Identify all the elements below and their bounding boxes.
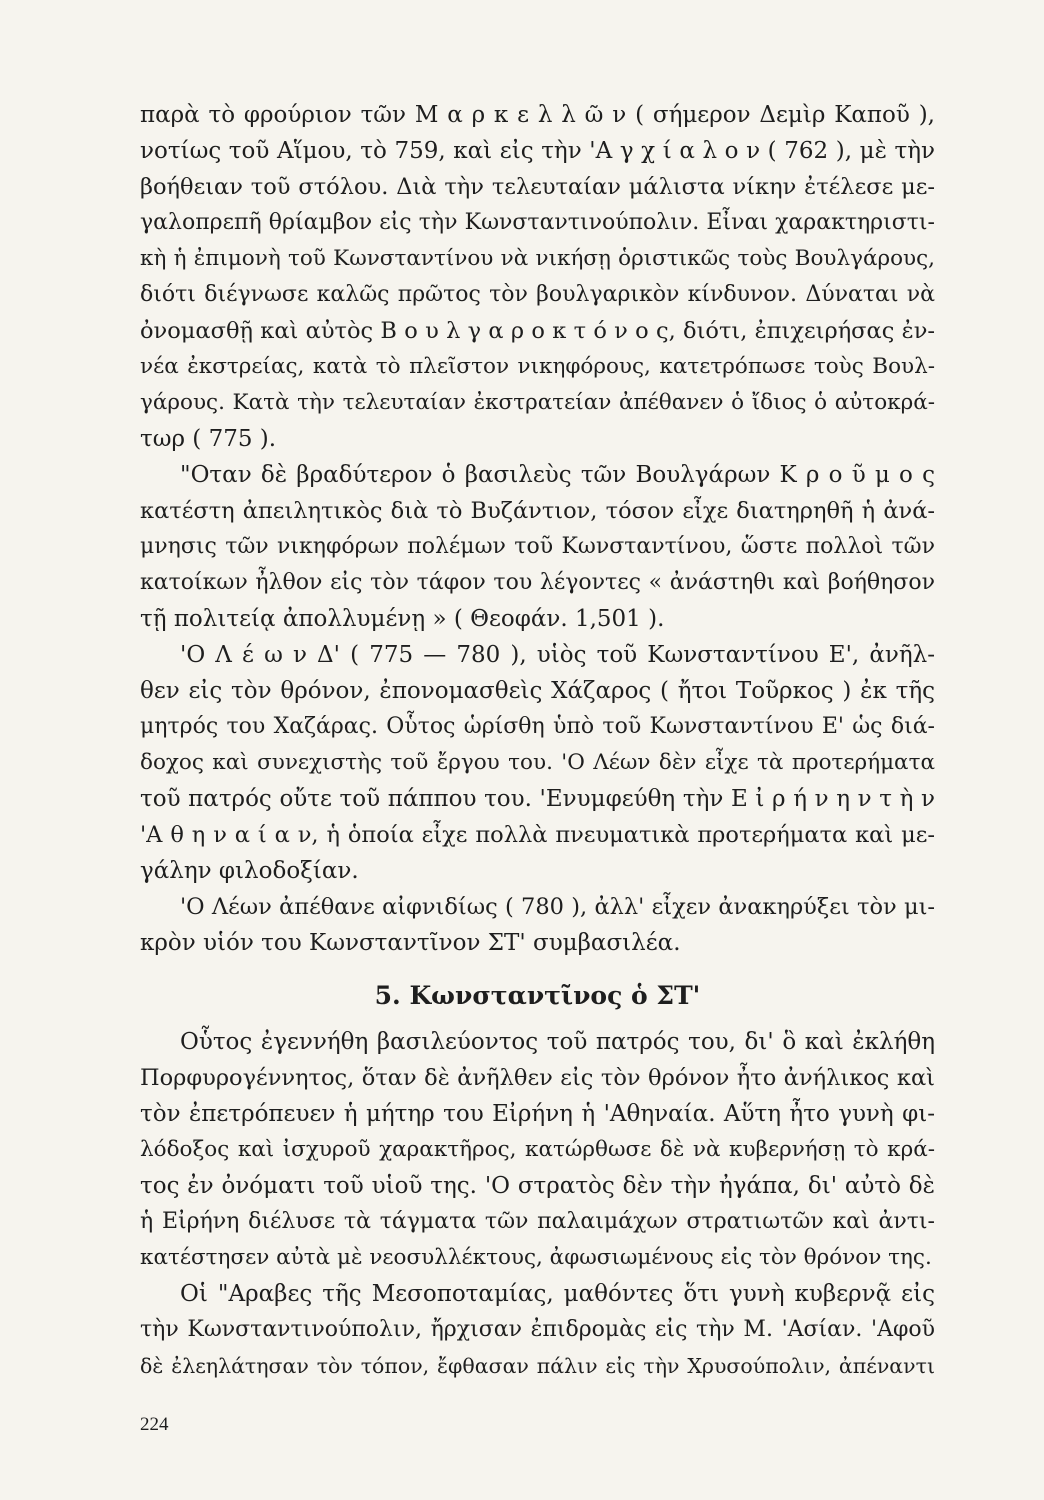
text-block-top xyxy=(140,97,935,961)
text-line: ἡ Εἰρήνη διέλυσε τὰ τάγματα τῶν παλαιμάχων στρατιωτῶν καὶ ἀντι- xyxy=(140,1209,935,1234)
text-line: δὲ ἐλεηλάτησαν τὸν τόπον, ἔφθασαν πάλιν εἰς τὴν Χρυσούπολιν, ἀπέναντι xyxy=(140,1354,935,1378)
text-line: γάλην φιλοδοξίαν. xyxy=(140,858,359,884)
text-line: τῇ πολιτείᾳ ἀπολλυμένῃ » ( Θεοφάν. 1,501 ). xyxy=(140,606,665,632)
text-line: θεν εἰς τὸν θρόνον, ἐπονομασθεὶς Χάζαρος ( ἤτοι Τοῦρκος ) ἐκ τῆς xyxy=(140,678,935,704)
page-number: 224 xyxy=(140,1414,169,1435)
text-line: γάρους. Κατὰ τὴν τελευταίαν ἐκστρατείαν ἀπέθανεν ὁ ἴδιος ὁ αὐτοκρά- xyxy=(140,390,935,415)
text-line: 'Ο Λ έ ω ν Δ' ( 775 — 780 ), υἱὸς τοῦ Κωνσταντίνου Ε', ἀνῆλ- xyxy=(180,642,935,668)
text-line: μνησις τῶν νικηφόρων πολέμων τοῦ Κωνσταντίνου, ὥστε πολλοὶ τῶν xyxy=(140,534,935,559)
text-line: Πορφυρογέννητος, ὅταν δὲ ἀνῆλθεν εἰς τὸν θρόνον ἦτο ἀνήλικος καὶ xyxy=(140,1065,935,1091)
text-line: τος ἐν ὀνόματι τοῦ υἱοῦ της. 'Ο στρατὸς δὲν τὴν ἠγάπα, δι' αὐτὸ δὲ xyxy=(140,1173,935,1199)
text-line: τωρ ( 775 ). xyxy=(140,426,277,452)
text-line: κρὸν υἱόν του Κωνσταντῖνον ΣΤ' συμβασιλέα. xyxy=(140,930,681,956)
text-line: τὸν ἐπετρόπευεν ἡ μήτηρ του Εἰρήνη ἡ 'Αθηναία. Αὕτη ἦτο γυνὴ φι- xyxy=(140,1101,935,1127)
text-block-bottom xyxy=(140,1024,935,1384)
text-line: κατέστησεν αὐτὰ μὲ νεοσυλλέκτους, ἀφωσιωμένους εἰς τὸν θρόνον της. xyxy=(140,1245,932,1270)
text-line: γαλοπρεπῆ θρίαμβον εἰς τὴν Κωνσταντινούπολιν. Εἶναι χαρακτηριστι- xyxy=(140,210,935,235)
text-line: κατέστη ἀπειλητικὸς διὰ τὸ Βυζάντιον, τόσον εἶχε διατηρηθῆ ἡ ἀνά- xyxy=(140,498,935,524)
section-heading: 5. Κωνσταντῖνος ὁ ΣΤ' xyxy=(374,981,701,1010)
text-line: Οὗτος ἐγεννήθη βασιλεύοντος τοῦ πατρός του, δι' ὃ καὶ ἐκλήθη xyxy=(180,1029,935,1055)
text-line: κὴ ἡ ἐπιμονὴ τοῦ Κωνσταντίνου νὰ νικήσῃ ὁριστικῶς τοὺς Βουλγάρους, xyxy=(140,246,935,271)
text-line: νοτίως τοῦ Αἵμου, τὸ 759, καὶ εἰς τὴν 'Α γ χ ί α λ ο ν ( 762 ), μὲ τὴν xyxy=(140,138,935,164)
text-line: Οἱ "Αραβες τῆς Μεσοποταμίας, μαθόντες ὅτι γυνὴ κυβερνᾷ εἰς xyxy=(180,1281,935,1307)
text-line: κατοίκων ἦλθον εἰς τὸν τάφον του λέγοντες « ἀνάστηθι καὶ βοήθησον xyxy=(140,570,935,595)
text-line: διότι διέγνωσε καλῶς πρῶτος τὸν βουλγαρικὸν κίνδυνον. Δύναται νὰ xyxy=(140,282,935,307)
text-line: 'Ο Λέων ἀπέθανε αἰφνιδίως ( 780 ), ἀλλ' εἶχεν ἀνακηρύξει τὸν μι- xyxy=(180,894,935,920)
text-line: λόδοξος καὶ ἰσχυροῦ χαρακτῆρος, κατώρθωσε δὲ νὰ κυβερνήσῃ τὸ κρά- xyxy=(140,1137,935,1162)
text-line: παρὰ τὸ φρούριον τῶν Μ α ρ κ ε λ λ ῶ ν ( σήμερον Δεμὶρ Καποῦ ), xyxy=(140,102,935,128)
text-line: 'Α θ η ν α ί α ν, ἡ ὁποία εἶχε πολλὰ πνευματικὰ προτερήματα καὶ με- xyxy=(140,822,935,848)
text-line: τὴν Κωνσταντινούπολιν, ἤρχισαν ἐπιδρομὰς εἰς τὴν Μ. 'Ασίαν. 'Αφοῦ xyxy=(140,1317,935,1342)
text-line: ὀνομασθῇ καὶ αὐτὸς Β ο υ λ γ α ρ ο κ τ ό ν ο ς, διότι, ἐπιχειρήσας ἐν- xyxy=(140,318,935,344)
text-line: νέα ἐκστρείας, κατὰ τὸ πλεῖστον νικηφόρους, κατετρόπωσε τοὺς Βουλ- xyxy=(140,354,935,379)
text-line: μητρός του Χαζάρας. Οὗτος ὡρίσθη ὑπὸ τοῦ Κωνσταντίνου Ε' ὡς διά- xyxy=(140,714,935,739)
text-line: "Οταν δὲ βραδύτερον ὁ βασιλεὺς τῶν Βουλγάρων Κ ρ ο ῦ μ ο ς xyxy=(180,462,935,488)
text-line: τοῦ πατρός οὔτε τοῦ πάππου του. 'Ενυμφεύθη τὴν Ε ἰ ρ ή ν η ν τ ὴ ν xyxy=(140,786,935,812)
text-line: βοήθειαν τοῦ στόλου. Διὰ τὴν τελευταίαν μάλιστα νίκην ἐτέλεσε με- xyxy=(140,174,935,200)
text-line: δοχος καὶ συνεχιστὴς τοῦ ἔργου του. 'Ο Λέων δὲν εἶχε τὰ προτερήματα xyxy=(140,750,935,775)
